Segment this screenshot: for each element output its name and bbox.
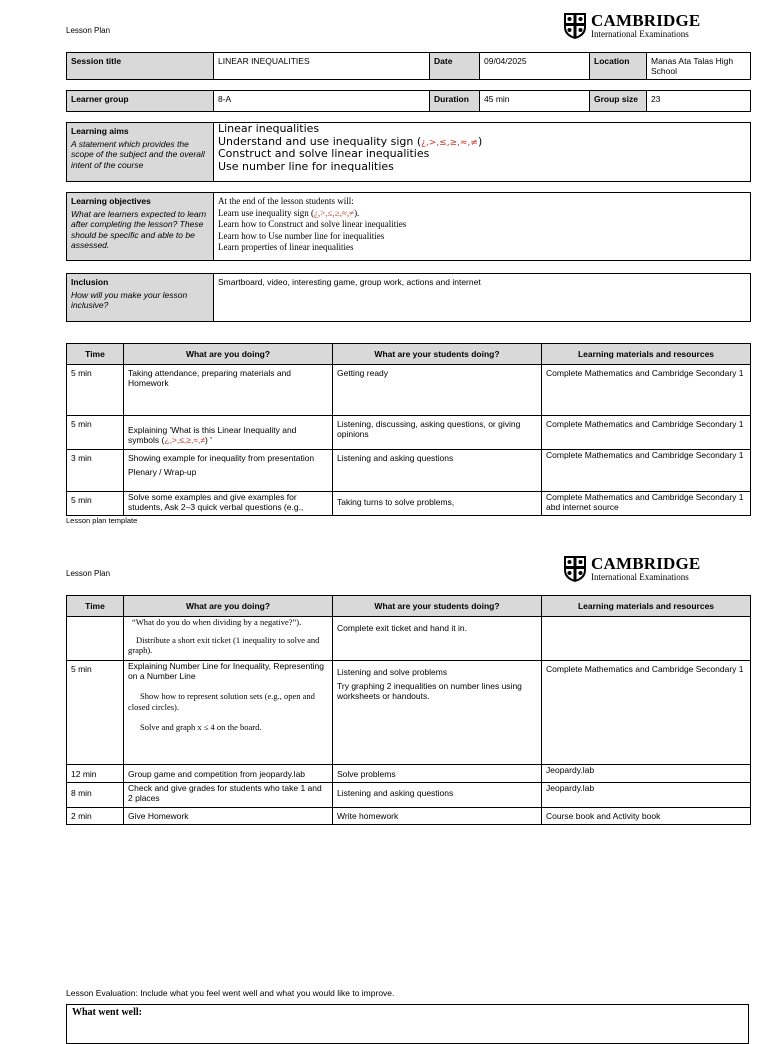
inclusion-label: Inclusion: [71, 277, 109, 287]
col-header-time: Time: [67, 344, 124, 365]
logo-subtitle: International Examinations: [591, 572, 689, 582]
logo-name: CAMBRIDGE: [591, 554, 701, 573]
inequality-symbols: ¿,>,≤,≥,≈,≠: [421, 137, 478, 148]
activities-table-continued: [66, 595, 751, 825]
table-row: 3 min Showing example for inequality from presentation Plenary / Wrap-up Listening and asking questions Complete Mathematics and Cambridge Secondary 1: [67, 450, 751, 492]
col-header-time: Time: [67, 596, 124, 617]
activities-table: [66, 343, 751, 516]
inclusion-value: Smartboard, video, interesting game, group work, actions and internet: [214, 274, 751, 322]
page-label: Lesson Plan: [66, 569, 111, 578]
location-label: Location: [590, 53, 647, 80]
col-header-doing: What are you doing?: [124, 344, 333, 365]
inequality-symbols: ¿,>,≤,≥,≈,≠: [164, 435, 205, 446]
table-row: 12 min Group game and competition from jeopardy.lab Solve problems Jeopardy.lab: [67, 765, 751, 783]
table-row: 2 min Give Homework Write homework Course book and Activity book: [67, 807, 751, 824]
cambridge-logo: [563, 12, 713, 42]
group-size-label: Group size: [590, 91, 647, 112]
went-well-box[interactable]: [66, 1004, 749, 1044]
inclusion-note: How will you make your lesson inclusive?: [71, 290, 188, 311]
group-size-value: 23: [647, 91, 751, 112]
went-well-label: What went well:: [72, 1007, 142, 1018]
col-header-students: What are your students doing?: [333, 344, 542, 365]
col-header-doing: What are you doing?: [124, 596, 333, 617]
learning-objectives-note: What are learners expected to learn after completing the lesson? These should be specific and able to be assessed.: [71, 209, 207, 250]
learning-aims-table: [66, 122, 751, 182]
aim-line: Construct and solve linear inequalities: [218, 147, 430, 161]
session-table: [66, 52, 751, 80]
date-value: 09/04/2025: [480, 53, 590, 80]
duration-label: Duration: [430, 91, 480, 112]
table-row: 8 min Check and give grades for students who take 1 and 2 places Listening and asking questions Jeopardy.lab: [67, 783, 751, 807]
table-row: “What do you do when dividing by a negative?”). Distribute a short exit ticket (1 inequality to solve and graph). Complete exit ticket and hand it in.: [67, 617, 751, 661]
col-header-students: What are your students doing?: [333, 596, 542, 617]
learning-aims-label: Learning aims: [71, 126, 129, 136]
logo-name: CAMBRIDGE: [591, 11, 701, 30]
page-label: Lesson Plan: [66, 26, 111, 35]
table-row: 5 min Taking attendance, preparing materials and Homework Getting ready Complete Mathematics and Cambridge Secondary 1: [67, 365, 751, 416]
learner-group-value: 8-A: [214, 91, 430, 112]
inclusion-table: [66, 273, 751, 322]
lesson-evaluation-label: Lesson Evaluation: Include what you feel went well and what you would like to improve.: [66, 988, 395, 998]
objective-line: Learn how to Construct and solve linear inequalities: [218, 219, 407, 230]
logo-subtitle: International Examinations: [591, 29, 689, 39]
learner-group-table: [66, 90, 751, 112]
table-row: 5 min Explaining Number Line for Inequality, Representing on a Number Line Show how to represent solution sets (e.g., open and closed circles). Solve and graph x ≤ 4 on the board. Listening and solve problems Try graphing 2 inequalities on number lines using worksheets or handouts. Complete Mathematics and Cambridge Secondary 1: [67, 661, 751, 765]
learning-objectives-table: [66, 192, 751, 261]
col-header-materials: Learning materials and resources: [542, 344, 751, 365]
session-title-label: Session title: [67, 53, 214, 80]
learner-group-label: Learner group: [67, 91, 214, 112]
template-note: Lesson plan template: [66, 516, 138, 525]
inequality-symbols: ¿,>,≤,≥,≈,≠: [313, 207, 355, 218]
col-header-materials: Learning materials and resources: [542, 596, 751, 617]
aim-line: Understand and use inequality sign (¿,>,≤,≥,≈,≠): [218, 134, 483, 148]
table-row: 5 min Explaining 'What is this Linear Inequality and symbols (¿,>,≤,≥,≈,≠) ' Listening, discussing, asking questions, or giving opinions Complete Mathematics and Cambridge Secondary 1: [67, 416, 751, 450]
objective-line: Learn how to Use number line for inequalities: [218, 230, 385, 241]
date-label: Date: [430, 53, 480, 80]
aim-line: Linear inequalities: [218, 122, 320, 135]
crest-icon: [563, 555, 587, 583]
table-row: 5 min Solve some examples and give examples for students, Ask 2–3 quick verbal questions (e.g., Taking turns to solve problems, Complete Mathematics and Cambridge Secondary 1 abd internet source: [67, 492, 751, 516]
duration-value: 45 min: [480, 91, 590, 112]
objective-line: Learn use inequality sign (¿,>,≤,≥,≈,≠).: [218, 207, 360, 218]
session-title-value: LINEAR INEQUALITIES: [214, 53, 430, 80]
aim-line: Use number line for inequalities: [218, 159, 394, 173]
location-value: Manas Ata Talas High School: [647, 53, 751, 80]
objective-line: Learn properties of linear inequalities: [218, 242, 354, 253]
cambridge-logo: [563, 555, 713, 585]
learning-objectives-label: Learning objectives: [71, 196, 151, 206]
crest-icon: [563, 12, 587, 40]
learning-aims-note: A statement which provides the scope of the subject and the overall intent of the course: [71, 139, 205, 170]
objectives-intro: At the end of the lesson students will:: [218, 196, 354, 206]
